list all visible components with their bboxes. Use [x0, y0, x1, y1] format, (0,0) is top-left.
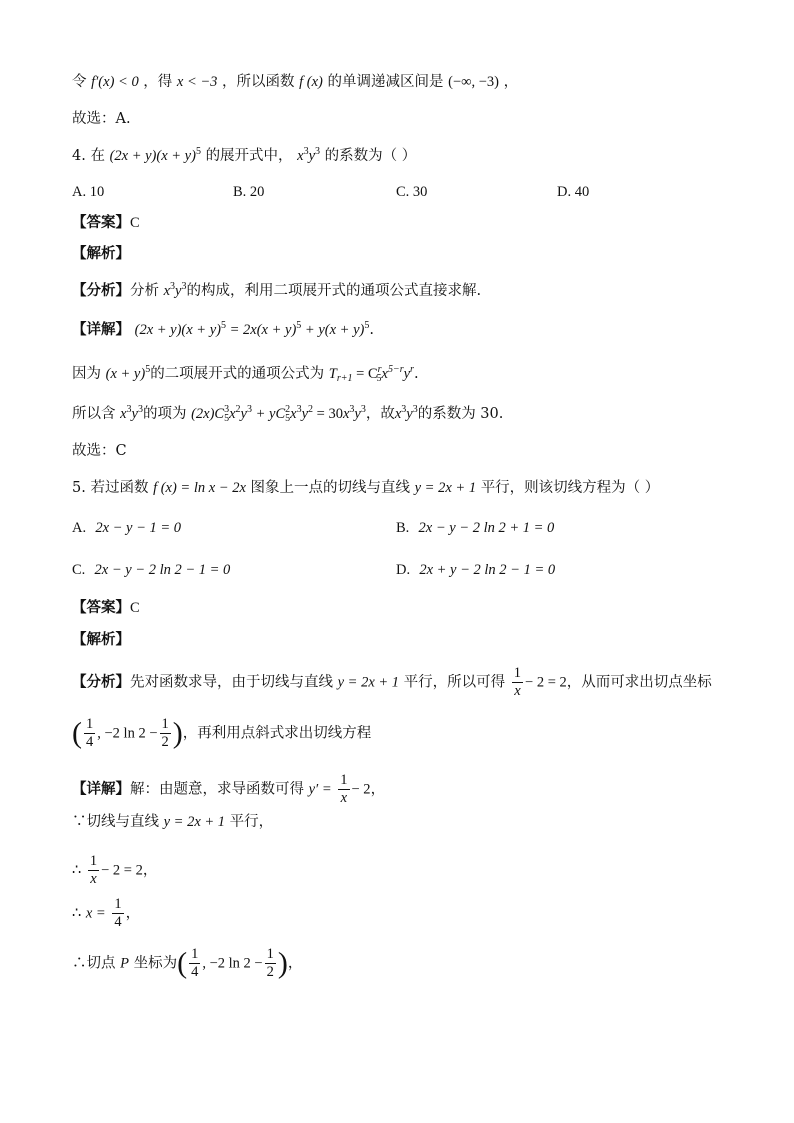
fraction: $\frac{1}{4}$ — [191, 946, 199, 980]
answer-value: C — [130, 215, 140, 231]
analysis-line — [72, 665, 712, 700]
text: 分析 — [130, 283, 159, 299]
option-c: C. 30 — [396, 184, 428, 200]
previous-answer: 故选：A. — [72, 111, 131, 127]
question-number: 4. 在 — [72, 148, 105, 164]
text: 的二项展开式的通项公式为 — [150, 366, 325, 382]
math-expression: = 2x(x + y) — [226, 322, 297, 338]
math-var: x — [394, 406, 402, 422]
math-expression: (2x + y)(x + y) — [134, 322, 221, 338]
text: ∴切点 — [72, 955, 116, 972]
math-var: y — [131, 406, 138, 422]
text: ∴ — [72, 862, 82, 879]
math-exponent: 5 — [221, 320, 226, 331]
math-exponent: 5 — [364, 320, 370, 331]
answer-value: C — [130, 600, 140, 616]
text: ， — [370, 781, 386, 798]
math-var: x — [297, 148, 304, 164]
math-derivative: f′(x) < 0 — [91, 74, 139, 90]
text: ， — [503, 74, 519, 90]
question-5-stem — [72, 478, 659, 498]
math-expression: − 2 — [351, 781, 371, 798]
math-inequality: x < −3 — [176, 74, 218, 90]
text: ，再利用点斜式求出切线方程 — [182, 725, 372, 742]
text: 解：由题意，求导函数可得 — [130, 781, 304, 798]
analysis-heading: 【解析】 — [72, 245, 130, 262]
math-function: f (x) — [299, 74, 323, 90]
math-interval: (−∞, −3) — [448, 74, 499, 90]
answer-line — [72, 598, 140, 618]
math-expression: + y(x + y) — [301, 322, 365, 338]
option-b: B. 20 — [233, 184, 265, 200]
text: 的系数为（ ） — [324, 148, 417, 164]
math-exponent: 3 — [181, 281, 187, 292]
math-var: P — [120, 955, 129, 972]
math-var: y — [406, 406, 413, 422]
math-var: y — [308, 148, 316, 164]
general-term-line — [72, 364, 419, 384]
text: 令 — [72, 74, 87, 90]
option-a: A. 2x − y − 1 = 0 — [72, 520, 182, 536]
text: 坐标为 — [133, 955, 178, 972]
math-expression: , −2 ln 2 − — [202, 955, 263, 972]
option-b: B. 2x − y − 2 ln 2 + 1 = 0 — [396, 520, 555, 536]
math-expression: (2x)C — [191, 406, 225, 422]
text: 图象上一点的切线与直线 — [250, 480, 411, 496]
math-expression: x = — [85, 905, 106, 922]
text: 先对函数求导，由于切线与直线 — [130, 674, 333, 691]
text: ， — [125, 905, 141, 922]
text: . — [369, 322, 374, 338]
line-decreasing-interval — [72, 72, 518, 92]
math-exponent: 5 — [145, 364, 151, 375]
math-expression: + yC — [251, 406, 286, 422]
text: . — [413, 366, 419, 382]
math-expression: (x + y) — [105, 366, 146, 382]
fraction: $\frac{1}{x}$ — [513, 665, 522, 699]
math-exponent: 3 — [303, 146, 309, 157]
fraction: $\frac{1}{x}$ — [89, 853, 98, 887]
math-combination: = C — [352, 366, 378, 382]
text: ，从而可求出切点坐标 — [566, 674, 712, 691]
math-var: x — [120, 406, 127, 422]
math-var: y — [175, 283, 182, 299]
detail-tag: 【详解】 — [72, 780, 130, 798]
analysis-tag: 【分析】 — [72, 282, 130, 299]
math-exponent: 3 — [401, 404, 407, 415]
option-d: D. 2x + y − 2 ln 2 − 1 = 0 — [396, 562, 556, 578]
text: 的项为 — [142, 406, 187, 422]
text: ，所以函数 — [222, 74, 295, 90]
text: 的构成，利用二项展开式的通项公式直接求解. — [186, 283, 482, 299]
math-line: y = 2x + 1 — [414, 480, 477, 496]
step-4: ∴切点 P 坐标为( $\frac{1}{4}$ , −2 ln 2 − $\frac{1}{2}$ )， — [72, 946, 303, 980]
fraction: $\frac{1}{4}$ — [114, 896, 122, 930]
math-expression: − 2 = 2 — [525, 674, 567, 691]
analysis-line — [72, 281, 481, 301]
detail-line — [72, 320, 374, 340]
text: 的单调递减区间是 — [327, 74, 444, 90]
step-3 — [72, 896, 140, 931]
math-exponent: 3 — [137, 404, 143, 415]
text: ∴ — [72, 905, 82, 922]
math-expression: = 30 — [313, 406, 343, 422]
sum-line: 所以含 $x^3y^3$的项为 $(2x)C^3_5x^2y^3 + yC^2_5x^3y^2 = 30x^3y^3$，故$x^3y^3$的系数为 30. — [72, 404, 504, 424]
text: 因为 — [72, 366, 101, 382]
analysis-heading: 【解析】 — [72, 631, 130, 648]
math-superscript: r — [377, 364, 382, 375]
answer-line — [72, 213, 140, 233]
question-4-stem — [72, 146, 416, 166]
math-expression: − 2 = 2 — [101, 862, 143, 879]
math-superscript: r — [410, 364, 414, 375]
math-subscript: r+1 — [336, 373, 353, 384]
text: 的展开式中， — [205, 148, 293, 164]
fraction: $\frac{1}{x}$ — [340, 772, 348, 806]
analysis-tag: 【分析】 — [72, 673, 130, 691]
math-expression: (2x + y)(x + y) — [109, 148, 196, 164]
math-line: y = 2x + 1 — [337, 674, 400, 691]
answer-tag: 【答案】 — [72, 599, 130, 616]
math-expression: , −2 ln 2 − — [97, 725, 158, 742]
text: ， — [142, 862, 158, 879]
fraction: $\frac{1}{2}$ — [266, 946, 274, 980]
option-d: D. 40 — [557, 184, 590, 200]
text: 平行，则该切线方程为（ ） — [480, 480, 660, 496]
text: 平行，所以可得 — [403, 674, 506, 691]
math-var: x — [163, 283, 171, 299]
q4-choice: 故选：C — [72, 443, 127, 459]
fraction: $\frac{1}{4}$ — [86, 716, 94, 750]
question-number: 5. 若过函数 — [72, 480, 149, 496]
math-function: f (x) = ln x − 2x — [153, 480, 246, 496]
text: 平行， — [229, 814, 274, 830]
option-a: A. 10 — [72, 184, 105, 200]
option-c: C. 2x − y − 2 ln 2 − 1 = 0 — [72, 562, 231, 578]
math-line: y = 2x + 1 — [163, 814, 226, 830]
text: ∵切线与直线 — [72, 814, 159, 830]
text: ，故 — [365, 406, 395, 422]
detail-tag: 【详解】 — [72, 321, 130, 338]
math-var: T — [328, 366, 337, 382]
math-exponent: 3 — [126, 404, 132, 415]
text: 所以含 — [72, 406, 116, 422]
math-exponent: 3 — [315, 146, 321, 157]
step-2 — [72, 853, 157, 888]
text: ， — [287, 955, 303, 972]
math-derivative: y′ = — [308, 781, 332, 798]
tangent-point-line: ( $\frac{1}{4}$ , −2 ln 2 − $\frac{1}{2}$ )，再利用点斜式求出切线方程 — [72, 716, 372, 750]
math-var: y — [403, 366, 411, 382]
math-exponent: 5 — [195, 146, 201, 157]
math-superscript: 5−r — [387, 364, 404, 375]
math-exponent: 3 — [412, 404, 418, 415]
text: 的系数为 30. — [417, 406, 504, 422]
math-subscript: 5 — [376, 373, 382, 384]
math-exponent: 5 — [296, 320, 302, 331]
fraction: $\frac{1}{2}$ — [161, 716, 169, 750]
math-exponent: 3 — [170, 281, 176, 292]
math-var: x — [381, 366, 388, 382]
text: ，得 — [143, 74, 173, 90]
answer-tag: 【答案】 — [72, 214, 130, 231]
step-1 — [72, 812, 273, 832]
detail-line — [72, 772, 385, 807]
